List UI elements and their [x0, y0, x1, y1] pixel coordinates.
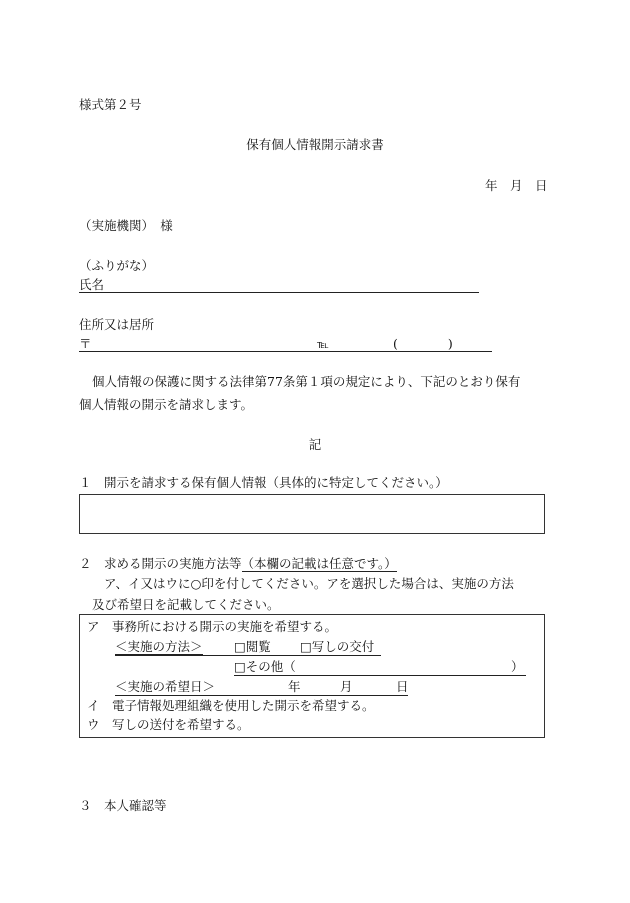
section2-instruction-1: ア、イ又はウに○印を付してください。アを選択した場合は、実施の方法: [104, 576, 514, 591]
date-month: 月: [340, 679, 353, 694]
date-day: 日: [396, 679, 409, 694]
method-viewing[interactable]: □閲覧: [234, 639, 271, 654]
section3-heading: ３ 本人確認等: [79, 798, 167, 813]
furigana-label: （ふりがな）: [79, 258, 155, 273]
date-year: 年: [288, 679, 301, 694]
date-underline[interactable]: [115, 695, 408, 696]
section2-heading: [79, 558, 397, 571]
option-i[interactable]: イ 電子情報処理組織を使用した開示を希望する。: [87, 698, 375, 713]
address-underline[interactable]: [79, 351, 492, 352]
method-other-underline[interactable]: [234, 675, 526, 676]
section2-instruction-2: 及び希望日を記載してください。: [92, 597, 280, 612]
date-line: 年 月 日: [485, 178, 548, 193]
option-u[interactable]: ウ 写しの送付を希望する。: [87, 717, 250, 732]
date-label: ＜実施の希望日＞: [115, 679, 216, 694]
method-label: ＜実施の方法＞: [115, 639, 203, 654]
section1-heading: １ 開示を請求する保有個人情報（具体的に特定してください。）: [79, 475, 448, 490]
form-number: 様式第２号: [79, 97, 142, 112]
tel-paren: ( ): [393, 336, 453, 351]
section2-heading-main: ２ 求める開示の実施方法等: [79, 556, 242, 571]
method-copy[interactable]: □写しの交付: [300, 639, 375, 654]
statement-line-2: 個人情報の開示を請求します。: [79, 397, 254, 412]
method-underline: [115, 655, 381, 656]
tel-mark: ℡: [317, 338, 329, 351]
statement-line-1: 個人情報の保護に関する法律第77条第１項の規定により、下記のとおり保有: [92, 374, 521, 389]
option-a[interactable]: ア 事務所における開示の実施を希望する。: [87, 619, 338, 634]
ki-mark: 記: [308, 437, 322, 452]
section2-heading-note: （本欄の記載は任意です。）: [241, 556, 397, 571]
form-title: 保有個人情報開示請求書: [246, 137, 384, 152]
postal-mark: 〒: [79, 336, 92, 351]
name-underline[interactable]: [79, 292, 479, 293]
method-other-close: ）: [511, 659, 524, 674]
section1-input-box[interactable]: [79, 494, 545, 534]
address-label: 住所又は居所: [79, 317, 155, 332]
recipient: （実施機関） 様: [79, 218, 173, 233]
method-other[interactable]: □その他（: [234, 659, 296, 674]
name-label: 氏名: [79, 277, 105, 292]
